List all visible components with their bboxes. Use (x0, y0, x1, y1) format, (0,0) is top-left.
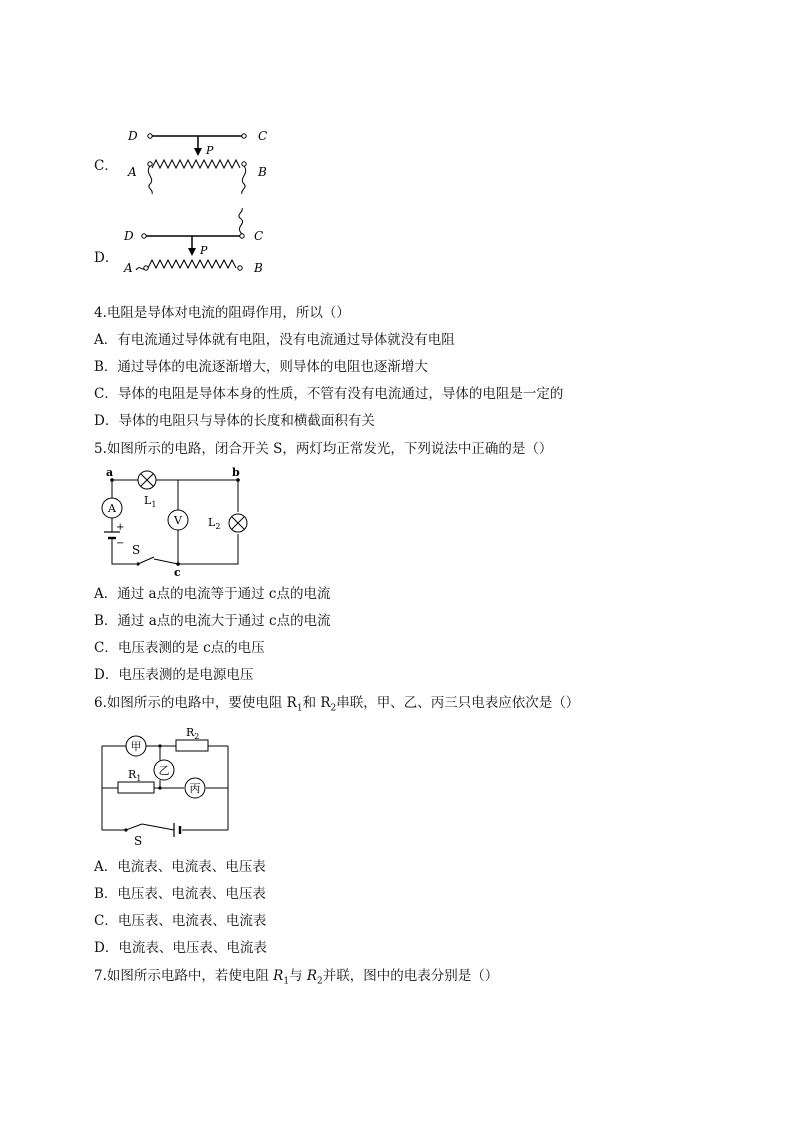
voltmeter-label: V (174, 514, 182, 527)
terminal-d (142, 234, 146, 238)
slider-arrow (188, 248, 196, 256)
q5-option-a: A．通过 a点的电流等于通过 c点的电流 (94, 586, 331, 602)
junction (158, 744, 161, 747)
resistor-r1-label: $R_1$ (128, 768, 142, 783)
battery-plus-sign: + (116, 522, 125, 533)
q5-option-c: C．电压表测的是 c点的电压 (94, 640, 265, 656)
terminal-a (144, 266, 148, 270)
option-d-label: D． (94, 250, 119, 266)
wire (142, 824, 174, 830)
terminal-label-b: B (258, 165, 267, 179)
slider-label-p: P (200, 244, 208, 257)
terminal-label-a: A (128, 165, 137, 179)
switch-blade (126, 824, 142, 830)
switch-label: S (134, 834, 143, 848)
lamp-l1-label: $L_1$ (144, 494, 157, 509)
q4-option-c: C．导体的电阻是导体本身的性质，不管有没有电流通过，导体的电阻是一定的 (94, 386, 564, 402)
q4-option-d: D．导体的电阻只与导体的长度和横截面积有关 (94, 413, 375, 429)
rheostat-figure-c (124, 124, 274, 196)
terminal-c (240, 234, 244, 238)
resistance-coil (152, 160, 240, 168)
q6-option-b: B．电压表、电流表、电压表 (94, 886, 266, 902)
q6-option-c: C．电压表、电流表、电流表 (94, 913, 267, 929)
meter-jia-label: 甲 (130, 740, 142, 753)
q4-option-b: B．通过导体的电流逐渐增大，则导体的电阻也逐渐增大 (94, 359, 428, 375)
q4-option-a: A．有电流通过导体就有电阻，没有电流通过导体就没有电阻 (94, 332, 455, 348)
q5-option-b: B．通过 a点的电流大于通过 c点的电流 (94, 613, 331, 629)
junction (158, 786, 161, 789)
question-7-stem: 7.如图所示电路中，若使电阻 $R_1$与 $R_2$并联，图中的电表分别是（） (94, 968, 499, 987)
slider-arrow (194, 148, 202, 156)
wire-a (148, 166, 152, 194)
point-label-a: a (106, 466, 114, 479)
terminal-label-c: C (254, 229, 264, 243)
question-6-stem: 6.如图所示的电路中，要使电阻 $R_1$和 $R_2$串联，甲、乙、丙三只电表应依次是（） (94, 695, 580, 714)
wire-b (242, 166, 246, 194)
switch-blade (138, 557, 154, 564)
resistance-coil (148, 260, 236, 268)
ammeter-label: A (108, 502, 116, 515)
terminal-label-a: A (124, 261, 133, 275)
circuit-figure-q5 (96, 466, 256, 578)
meter-yi-label: 乙 (158, 764, 170, 777)
terminal-c (242, 134, 246, 138)
terminal-label-b: B (254, 261, 263, 275)
wire-c (239, 208, 243, 234)
option-c-label: C． (94, 158, 118, 174)
point-label-b: b (232, 466, 240, 479)
terminal-label-d: D (124, 229, 134, 243)
terminal-a (148, 162, 152, 166)
resistor-r2-label: $R_2$ (186, 726, 200, 741)
terminal-label-c: C (258, 129, 268, 143)
q6-option-a: A．电流表、电流表、电压表 (94, 859, 266, 875)
question-5-stem: 5.如图所示的电路，闭合开关 S，两灯均正常发光，下列说法中正确的是（） (94, 441, 553, 457)
point-label-c: c (174, 566, 181, 579)
resistor-r1 (118, 782, 154, 793)
switch-label: S (132, 543, 141, 557)
resistor-r2 (176, 740, 208, 751)
terminal-label-d: D (128, 129, 138, 143)
terminal-b (238, 266, 242, 270)
terminal-d (148, 134, 152, 138)
rheostat-figure-d (124, 212, 274, 284)
battery-minus-sign: − (116, 538, 125, 549)
q6-option-d: D．电流表、电压表、电流表 (94, 940, 267, 956)
lamp-l2-label: $L_2$ (208, 516, 221, 531)
wire (154, 534, 238, 564)
q5-option-d: D．电压表测的是电源电压 (94, 667, 254, 683)
slider-label-p: P (206, 144, 214, 157)
terminal-b (242, 162, 246, 166)
meter-bing-label: 丙 (189, 782, 201, 795)
question-4-stem: 4.电阻是导体对电流的阻碍作用，所以（） (94, 305, 350, 321)
circuit-figure-q6 (98, 724, 238, 848)
